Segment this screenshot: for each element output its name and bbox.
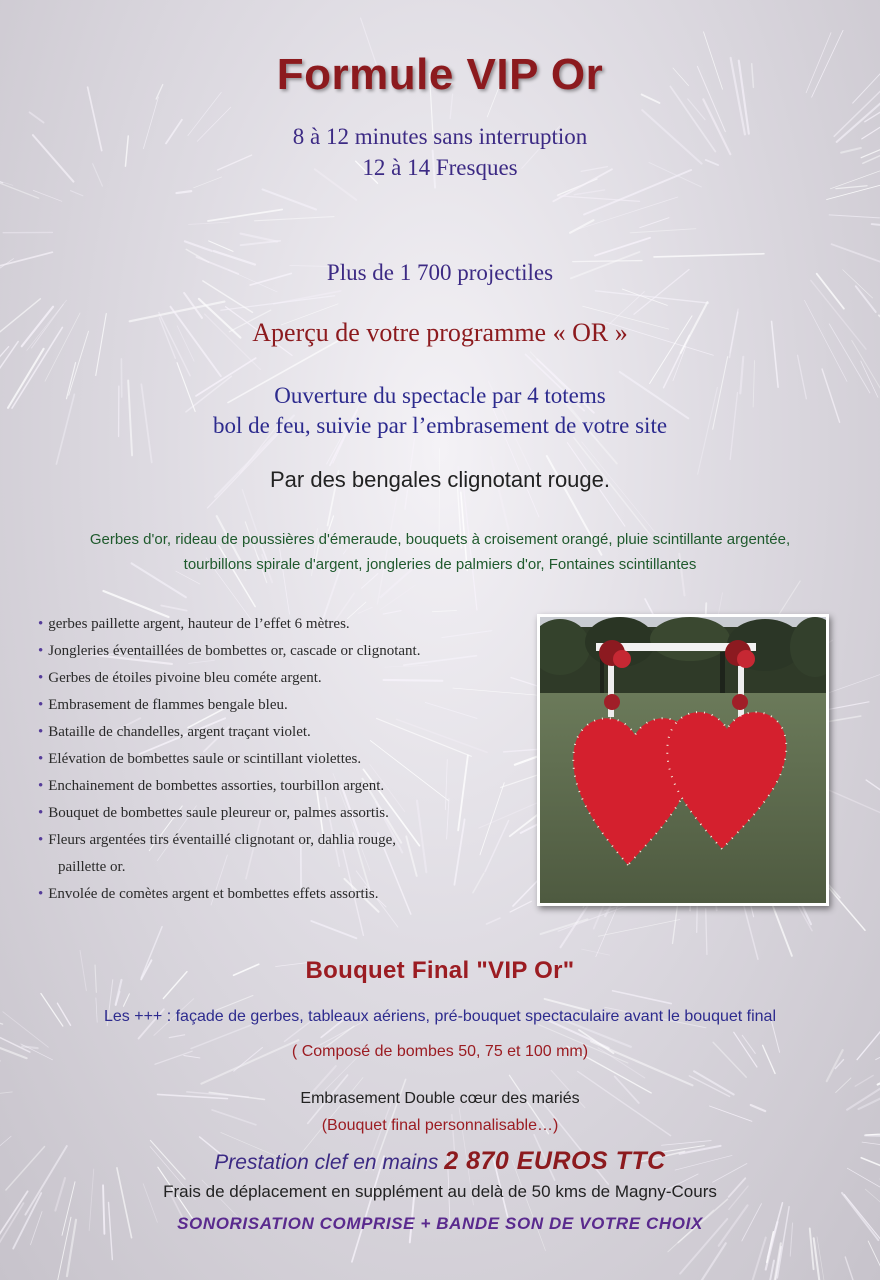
- program-item-text: Gerbes de étoiles pivoine bleu cométe argent.: [48, 670, 322, 686]
- program-item: [38, 773, 420, 800]
- sound-system-line: SONORISATION COMPRISE + BANDE SON DE VOTRE CHOIX: [177, 1214, 703, 1233]
- program-item-text: Bataille de chandelles, argent traçant violet.: [48, 724, 311, 740]
- final-bouquet-title: Bouquet Final "VIP Or": [305, 957, 575, 984]
- program-item-continuation: [38, 854, 420, 881]
- program-item-text: Jongleries éventaillées de bombettes or, cascade or clignotant.: [48, 643, 421, 659]
- program-item-text: Enchainement de bombettes assorties, tourbillon argent.: [48, 778, 385, 794]
- program-item-text: gerbes paillette argent, hauteur de l’effet 6 mètres.: [48, 616, 350, 632]
- program-item-text: paillette or.: [58, 859, 126, 875]
- bullet: •: [38, 643, 44, 659]
- bullet: •: [38, 778, 44, 794]
- program-item: [38, 692, 420, 719]
- program-list: [38, 611, 420, 908]
- fresques-line: 12 à 14 Fresques: [362, 155, 518, 180]
- gerbes-line-1: Gerbes d'or, rideau de poussières d'émeraude, bouquets à croisement orangé, pluie scintillante argentée,: [89, 531, 791, 548]
- double-heart-image: [540, 617, 826, 903]
- program-item-text: Fleurs argentées tirs éventaillé clignotant or, dahlia rouge,: [48, 832, 397, 848]
- bullet: •: [38, 616, 44, 632]
- extras-line: Les +++ : façade de gerbes, tableaux aériens, pré-bouquet spectaculaire avant le bouquet final: [103, 1008, 777, 1025]
- tree-line: [540, 617, 826, 697]
- program-item-text: Elévation de bombettes saule or scintillant violettes.: [48, 751, 362, 767]
- program-item-text: Bouquet de bombettes saule pleureur or, palmes assortis.: [48, 805, 389, 821]
- program-item: [38, 827, 420, 854]
- opening-line-2: bol de feu, suivie par l’embrasement de votre site: [212, 413, 668, 438]
- program-item-text: Embrasement de flammes bengale bleu.: [48, 697, 288, 713]
- bullet: •: [38, 886, 44, 902]
- opening-line-1: Ouverture du spectacle par 4 totems: [274, 383, 606, 408]
- bullet: •: [38, 670, 44, 686]
- double-heart-photo: [537, 614, 829, 906]
- personalizable-line: (Bouquet final personnalisable…): [321, 1117, 559, 1134]
- gerbes-line-2: tourbillons spirale d'argent, jongleries de palmiers d'or, Fontaines scintillantes: [183, 556, 697, 573]
- bullet: •: [38, 697, 44, 713]
- travel-fees-line: Frais de déplacement en supplément au delà de 50 kms de Magny-Cours: [163, 1182, 717, 1201]
- opening-block: [0, 381, 880, 441]
- gerbes-paragraph: [0, 527, 880, 577]
- bullet: •: [38, 805, 44, 821]
- bullet: •: [38, 832, 44, 848]
- price-line: [0, 1147, 880, 1176]
- price-label: Prestation clef en mains: [214, 1151, 439, 1174]
- program-item: [38, 719, 420, 746]
- program-item: [38, 611, 420, 638]
- double-heart-line: Embrasement Double cœur des mariés: [300, 1090, 580, 1107]
- duration-line: 8 à 12 minutes sans interruption: [292, 124, 588, 149]
- page-title: Formule VIP Or: [276, 50, 604, 99]
- program-item-text: Envolée de comètes argent et bombettes effets assortis.: [48, 886, 379, 902]
- duration-block: [0, 121, 880, 183]
- program-item: [38, 800, 420, 827]
- projectiles-count: Plus de 1 700 projectiles: [326, 260, 554, 285]
- composition-line: ( Composé de bombes 50, 75 et 100 mm): [291, 1043, 589, 1060]
- bengales-line: Par des bengales clignotant rouge.: [269, 467, 610, 492]
- bullet: •: [38, 724, 44, 740]
- program-item: [38, 881, 420, 908]
- program-item: [38, 665, 420, 692]
- bullet: •: [38, 751, 44, 767]
- program-preview-heading: Aperçu de votre programme « OR »: [252, 318, 628, 347]
- price-amount: 2 870 EUROS TTC: [444, 1147, 666, 1175]
- program-item: [38, 638, 420, 665]
- program-item: [38, 746, 420, 773]
